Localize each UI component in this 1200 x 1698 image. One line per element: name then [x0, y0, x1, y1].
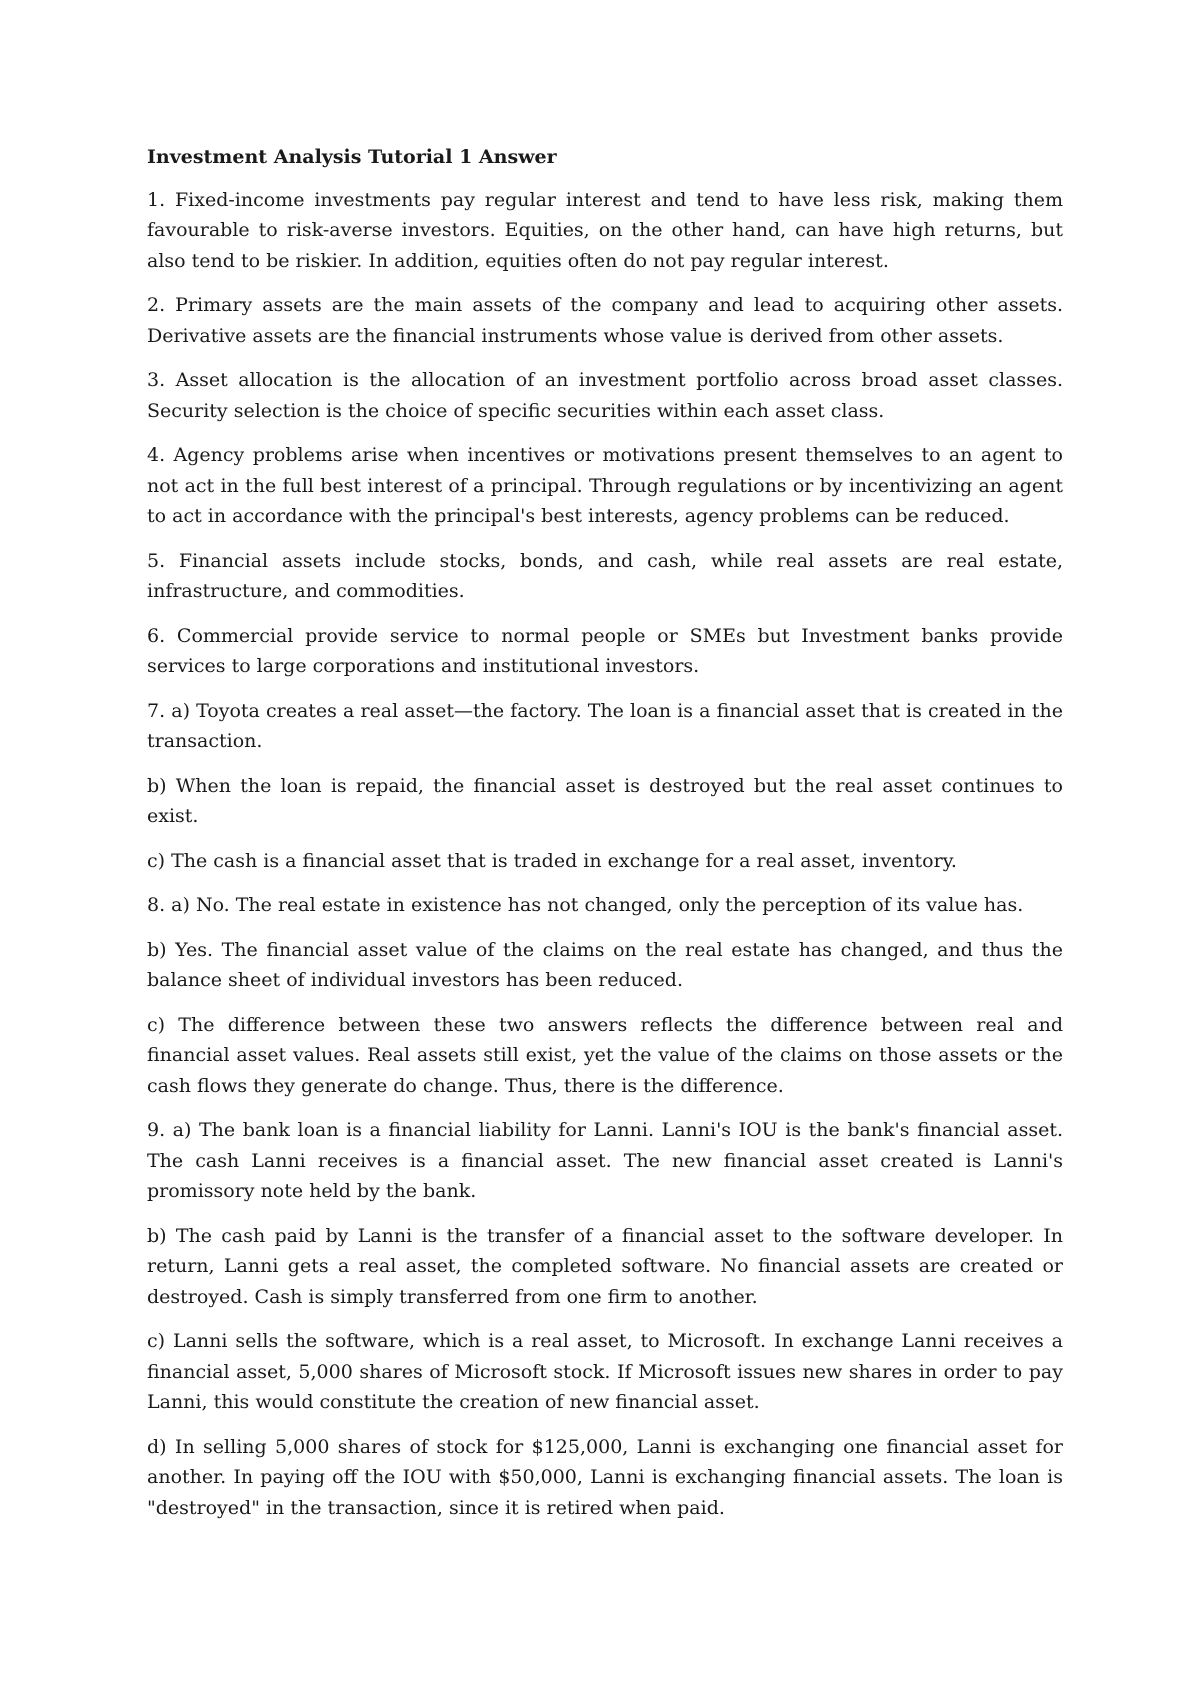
answer-8b: b) Yes. The financial asset value of the claims on the real estate has changed, and thus the balance sheet of individual investors has been reduced.: [147, 938, 1063, 991]
answer-8a: 8. a) No. The real estate in existence has not changed, only the perception of its value has.: [147, 894, 1024, 916]
answer-9d: d) In selling 5,000 shares of stock for $125,000, Lanni is exchanging one financial asset for another. In paying off the IOU with $50,000, Lanni is exchanging financial assets. The loan is "destroyed" in the transaction, since it is retired when paid.: [147, 1435, 1063, 1519]
answer-8c: c) The difference between these two answers reflects the difference between real and financial asset values. Real assets still exist, yet the value of the claims on those assets or the cash flows they generate do change. Thus, there is the difference.: [147, 1013, 1063, 1097]
answer-9c: c) Lanni sells the software, which is a real asset, to Microsoft. In exchange Lanni receives a financial asset, 5,000 shares of Microsoft stock. If Microsoft issues new shares in order to pay Lanni, this would constitute the creation of new financial asset.: [147, 1330, 1063, 1413]
document-title: Investment Analysis Tutorial 1 Answer: [147, 146, 557, 168]
answer-9b: b) The cash paid by Lanni is the transfer of a financial asset to the software developer. In return, Lanni gets a real asset, the completed software. No financial assets are created or destroyed. Cash is simply transferred from one firm to another.: [147, 1224, 1063, 1308]
answer-7c: c) The cash is a financial asset that is traded in exchange for a real asset, inventory.: [147, 849, 957, 872]
answer-5: 5. Financial assets include stocks, bonds, and cash, while real assets are real estate, infrastructure, and commodities.: [147, 549, 1063, 602]
document-body: [147, 142, 1063, 1537]
answer-6: 6. Commercial provide service to normal people or SMEs but Investment banks provide services to large corporations and institutional investors.: [147, 624, 1063, 677]
answer-1: 1. Fixed-income investments pay regular interest and tend to have less risk, making them favourable to risk-averse investors. Equities, on the other hand, can have high returns, but also tend to be riskier. In addition, equities often do not pay regular interest.: [147, 188, 1063, 272]
answer-2: 2. Primary assets are the main assets of the company and lead to acquiring other assets. Derivative assets are the financial instruments whose value is derived from other assets.: [147, 294, 1063, 347]
answer-3: 3. Asset allocation is the allocation of an investment portfolio across broad asset classes. Security selection is the choice of specific securities within each asset class.: [147, 369, 1063, 422]
answer-7b: b) When the loan is repaid, the financial asset is destroyed but the real asset continues to exist.: [147, 774, 1063, 827]
answer-9a: 9. a) The bank loan is a financial liability for Lanni. Lanni's IOU is the bank's financial asset. The cash Lanni receives is a financial asset. The new financial asset created is Lanni's promissory note held by the bank.: [147, 1119, 1063, 1202]
answer-4: 4. Agency problems arise when incentives or motivations present themselves to an agent to not act in the full best interest of a principal. Through regulations or by incentivizing an agent to act in accordance with the principal's best interests, agency problems can be reduced.: [147, 444, 1063, 527]
answer-7a: 7. a) Toyota creates a real asset—the factory. The loan is a financial asset that is created in the transaction.: [147, 699, 1063, 752]
